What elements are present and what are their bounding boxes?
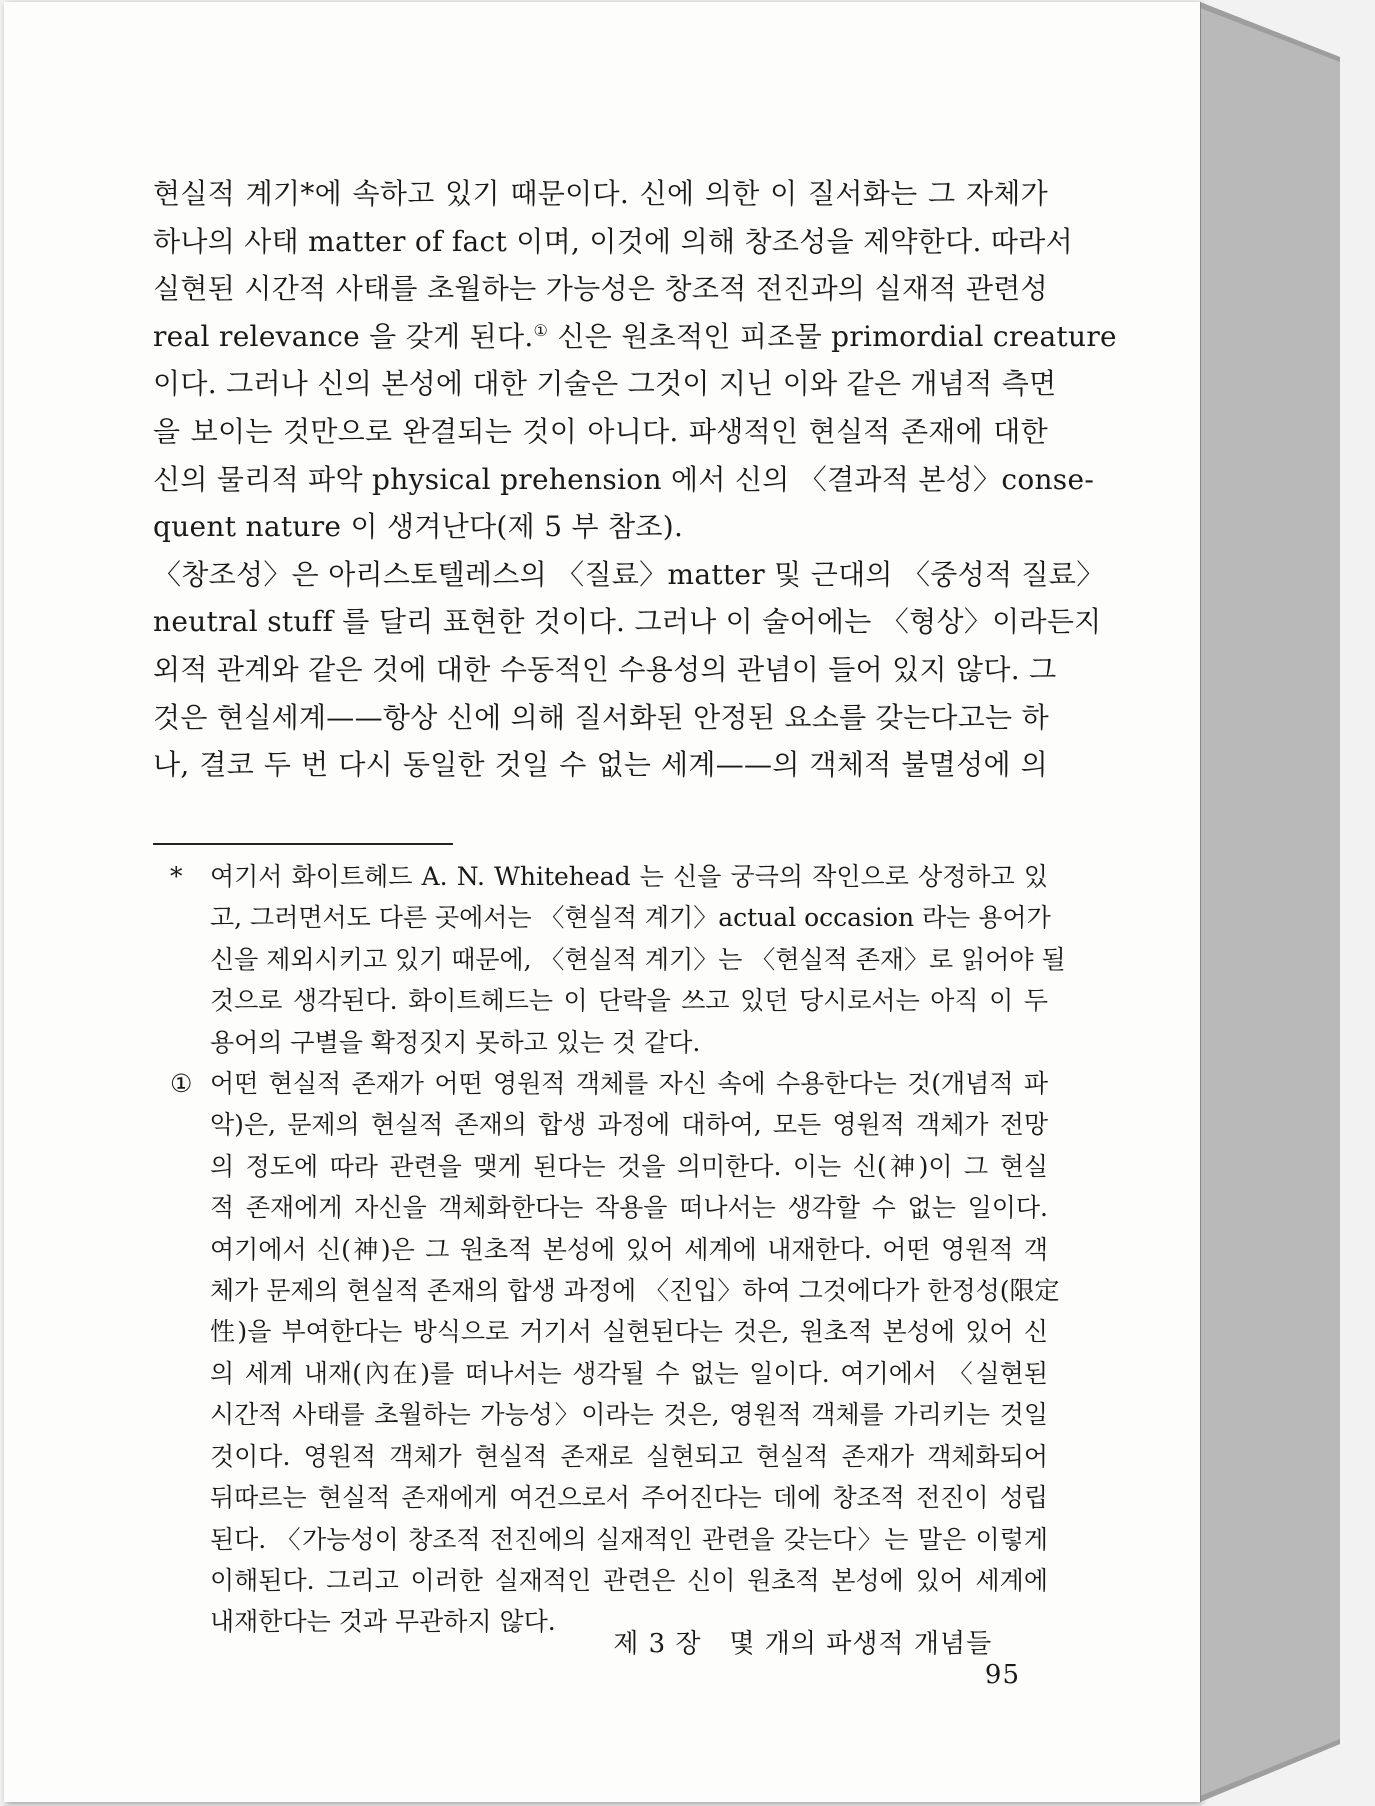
text-segment: real relevance 을 갖게 된다.	[153, 319, 534, 353]
text-line: quent nature 이 생겨난다(제 5 부 참조).	[153, 510, 684, 544]
footnote-line: 뒤따르는 현실적 존재에게 여건으로서 주어진다는 데에 창조적 전진이 성립	[210, 1483, 1048, 1513]
footnote-1	[170, 1063, 1060, 1643]
text-line: 현실적 계기*에 속하고 있기 때문이다. 신에 의한 이 질서화는 그 자체가	[153, 177, 1048, 210]
footnote-line: 것이다. 영원적 객체가 현실적 존재로 실현되고 현실적 존재가 객체화되어	[210, 1441, 1048, 1471]
footnote-divider	[153, 843, 453, 845]
footnote-line: 악)은, 문제의 현실적 존재의 합생 과정에 대하여, 모든 영원적 객체가 전망	[210, 1110, 1048, 1140]
footnote-line: 性)을 부여한다는 방식으로 거기서 실현된다는 것은, 원초적 본성에 있어 신	[210, 1317, 1048, 1347]
text-line: neutral stuff 를 달리 표현한 것이다. 그러나 이 술어에는 〈형상〉이라든지	[153, 605, 1102, 639]
footnote-line: 적 존재에게 자신을 객체화한다는 작용을 떠나서는 생각할 수 없는 일이다.	[210, 1193, 1048, 1223]
footnote-line: 신을 제외시키고 있기 때문에, 〈현실적 계기〉는 〈현실적 존재〉로 읽어야 될	[210, 944, 1066, 974]
footnote-line: 이해된다. 그리고 이러한 실재적인 관련은 신이 원초적 본성에 있어 세계에	[210, 1565, 1048, 1595]
text-line: 신의 물리적 파악 physical prehension 에서 신의 〈결과적 본성〉conse-	[153, 462, 1095, 496]
page-footer	[600, 1623, 1020, 1690]
text-line: 이다. 그러나 신의 본성에 대한 기술은 그것이 지닌 이와 같은 개념적 측면	[153, 367, 1057, 401]
text-line: 을 보이는 것만으로 완결되는 것이 아니다. 파생적인 현실적 존재에 대한	[153, 414, 1048, 448]
page-edge-shadow	[1200, 2, 1360, 1802]
footnotes	[170, 856, 1066, 1643]
text-line: 〈창조성〉은 아리스토텔레스의 〈질료〉matter 및 근대의 〈중성적 질료〉	[153, 557, 1105, 591]
footnote-line: 의 세계 내재(內在)를 떠나서는 생각될 수 없는 일이다. 여기에서 〈실현된	[210, 1358, 1048, 1388]
footnote-reference: ①	[533, 320, 549, 340]
text-line: 나, 결코 두 번 다시 동일한 것일 수 없는 세계——의 객체적 불멸성에 의	[153, 748, 1048, 782]
chapter-title: 몇 개의 파생적 개념들	[729, 1629, 993, 1659]
text-line	[153, 313, 1117, 361]
chapter-label: 제 3 장	[613, 1629, 702, 1659]
footnote-line: 것으로 생각된다. 화이트헤드는 이 단락을 쓰고 있던 당시로서는 아직 이 두	[210, 986, 1048, 1016]
main-text	[153, 170, 1117, 789]
text-line: 것은 현실세계——항상 신에 의해 질서화된 안정된 요소를 갖는다고는 하	[153, 700, 1049, 734]
footnote-line: 된다. 〈가능성이 창조적 전진에의 실재적인 관련을 갖는다〉는 말은 이렇게	[210, 1524, 1048, 1554]
footnote-line: 시간적 사태를 초월하는 가능성〉이라는 것은, 영원적 객체를 가리키는 것일	[210, 1400, 1048, 1430]
text-line: 하나의 사태 matter of fact 이며, 이것에 의해 창조성을 제약한다. 따라서	[153, 224, 1073, 258]
paragraph-1	[153, 170, 1117, 551]
footnote-line: 여기서 화이트헤드 A. N. Whitehead 는 신을 궁극의 작인으로 상정하고 있	[210, 862, 1048, 891]
footnote-mark: ①	[170, 1069, 193, 1099]
paragraph-2	[153, 551, 1105, 789]
footnote-line: 어떤 현실적 존재가 어떤 영원적 객체를 자신 속에 수용한다는 것(개념적 파	[210, 1069, 1048, 1099]
footnote-line: 체가 문제의 현실적 존재의 합생 과정에 〈진입〉하여 그것에다가 한정성(限定	[210, 1276, 1060, 1306]
footnote-line: 용어의 구별을 확정짓지 못하고 있는 것 같다.	[210, 1027, 701, 1057]
text-segment: 신은 원초적인 피조물 primordial creature	[548, 319, 1117, 353]
footnote-line: 의 정도에 따라 관련을 맺게 된다는 것을 의미한다. 이는 신(神)이 그 현실	[210, 1151, 1048, 1181]
footnote-line: 고, 그러면서도 다른 곳에서는 〈현실적 계기〉actual occasion 라는 용어가	[210, 903, 1051, 933]
text-line: 실현된 시간적 사태를 초월하는 가능성은 창조적 전진과의 실재적 관련성	[153, 272, 1048, 306]
footnote-asterisk	[170, 856, 1066, 1063]
text-line: 외적 관계와 같은 것에 대한 수동적인 수용성의 관념이 들어 있지 않다. 그	[153, 652, 1057, 686]
footnote-mark: *	[170, 862, 183, 891]
footnote-line: 여기에서 신(神)은 그 원초적 본성에 있어 세계에 내재한다. 어떤 영원적 객	[210, 1234, 1048, 1264]
footnote-line: 내재한다는 것과 무관하지 않다.	[210, 1607, 556, 1637]
page-number: 95	[984, 1660, 1020, 1690]
